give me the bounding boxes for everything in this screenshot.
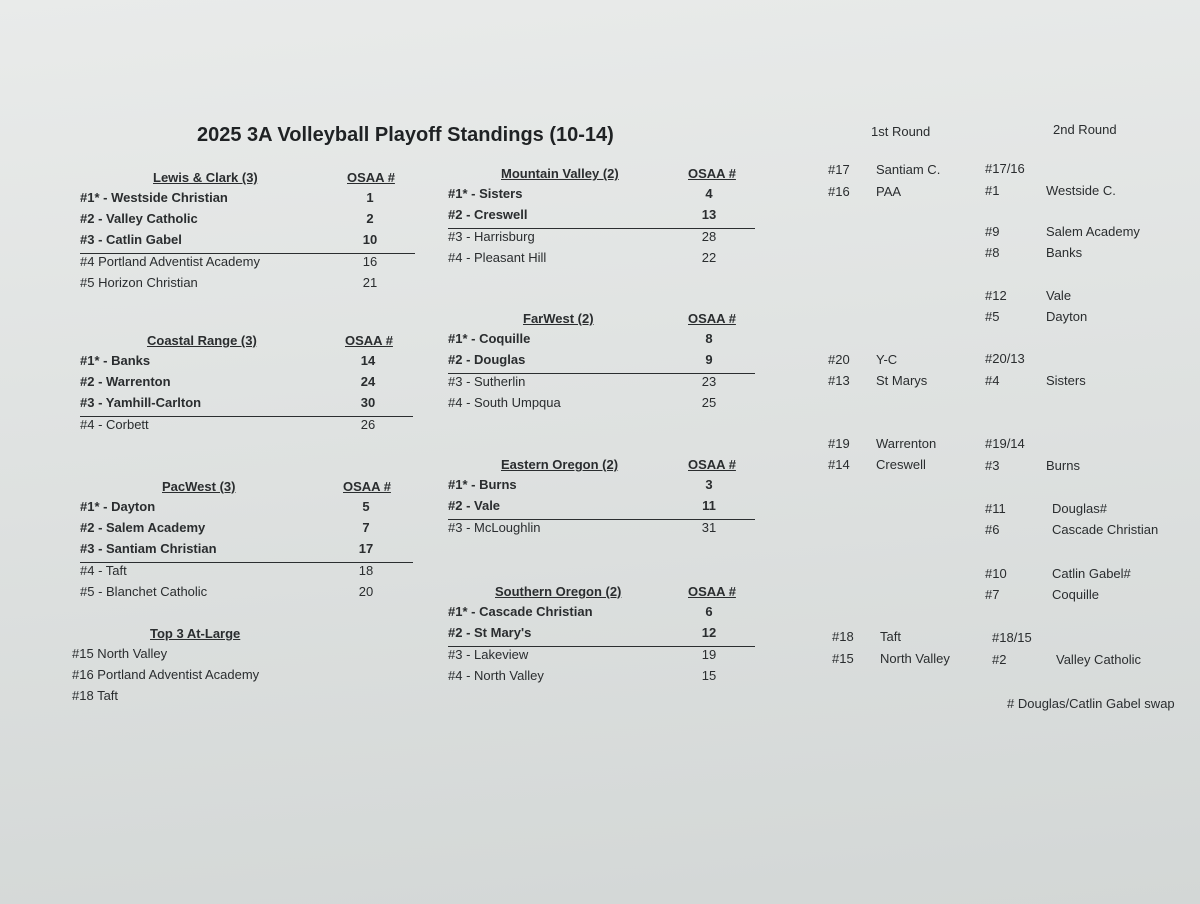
osaa-rank: 12 xyxy=(701,625,717,640)
standings-row xyxy=(80,374,413,395)
standings-row xyxy=(448,625,755,647)
second-round-seed: #4 xyxy=(985,373,1000,388)
osaa-rank: 2 xyxy=(366,211,374,226)
osaa-rank: 9 xyxy=(705,352,713,367)
osaa-rank: 3 xyxy=(705,477,713,492)
osaa-rank: 8 xyxy=(705,331,713,346)
conference-header xyxy=(448,584,755,604)
second-round-seed: #20/13 xyxy=(985,351,1025,366)
osaa-rank: 1 xyxy=(366,190,374,205)
second-round-seed: #3 xyxy=(985,458,1000,473)
second-round-seed: #18/15 xyxy=(992,630,1032,645)
standings-row xyxy=(80,563,413,584)
standings-row xyxy=(80,541,413,563)
conference-table xyxy=(80,170,415,296)
second-round-team: Douglas# xyxy=(1052,501,1107,516)
osaa-rank: 25 xyxy=(701,395,717,410)
conference-table xyxy=(448,584,755,689)
osaa-rank: 31 xyxy=(701,520,717,535)
team-name: #4 - North Valley xyxy=(448,668,544,683)
osaa-rank: 17 xyxy=(358,541,374,556)
standings-row xyxy=(448,186,755,207)
second-round-seed: #2 xyxy=(992,652,1007,667)
at-large-section xyxy=(72,626,259,709)
conference-header xyxy=(448,457,755,477)
conference-name: Eastern Oregon (2) xyxy=(501,457,619,472)
osaa-rank: 28 xyxy=(701,229,717,244)
conference-table xyxy=(80,333,413,438)
osaa-rank: 19 xyxy=(701,647,717,662)
team-name: #2 - Creswell xyxy=(448,207,528,222)
conference-header xyxy=(448,311,755,331)
conference-name: Coastal Range (3) xyxy=(147,333,257,348)
second-round-team: Sisters xyxy=(1046,373,1086,388)
second-round-team: Vale xyxy=(1046,288,1072,303)
conference-header xyxy=(448,166,755,186)
team-name: #3 - Yamhill-Carlton xyxy=(80,395,202,410)
standings-row xyxy=(80,190,415,211)
osaa-rank: 13 xyxy=(701,207,717,222)
first-round-team: Y-C xyxy=(876,352,898,367)
second-round-team: Burns xyxy=(1046,458,1080,473)
team-name: #4 Portland Adventist Academy xyxy=(80,254,260,269)
team-name: #1* - Dayton xyxy=(80,499,156,514)
osaa-column-header: OSAA # xyxy=(345,333,393,348)
second-round-seed: #1 xyxy=(985,183,1000,198)
standings-row xyxy=(448,352,755,374)
first-round-seed: #18 xyxy=(832,629,854,644)
conference-name: Lewis & Clark (3) xyxy=(153,170,258,185)
at-large-row: #16 Portland Adventist Academy xyxy=(72,667,260,682)
first-round-seed: #15 xyxy=(832,651,854,666)
second-round-team: Coquille xyxy=(1052,587,1099,602)
team-name: #1* - Burns xyxy=(448,477,517,492)
osaa-rank: 6 xyxy=(705,604,713,619)
team-name: #5 Horizon Christian xyxy=(80,275,198,290)
second-round-seed: #9 xyxy=(985,224,1000,239)
osaa-rank: 21 xyxy=(362,275,378,290)
team-name: #2 - Warrenton xyxy=(80,374,171,389)
osaa-rank: 24 xyxy=(360,374,376,389)
osaa-rank: 15 xyxy=(701,668,717,683)
osaa-rank: 26 xyxy=(360,417,376,432)
osaa-rank: 30 xyxy=(360,395,376,410)
osaa-column-header: OSAA # xyxy=(688,311,736,326)
first-round-team: Taft xyxy=(880,629,901,644)
second-round-seed: #17/16 xyxy=(985,161,1025,176)
second-round-seed: #10 xyxy=(985,566,1007,581)
conference-name: Mountain Valley (2) xyxy=(501,166,619,181)
first-round-seed: #17 xyxy=(828,162,850,177)
osaa-rank: 5 xyxy=(362,499,370,514)
team-name: #1* - Sisters xyxy=(448,186,523,201)
conference-table xyxy=(448,166,755,271)
standings-row xyxy=(448,477,755,498)
standings-row xyxy=(448,250,755,271)
team-name: #4 - Pleasant Hill xyxy=(448,250,547,265)
osaa-column-header: OSAA # xyxy=(688,166,736,181)
osaa-rank: 14 xyxy=(360,353,376,368)
team-name: #1* - Cascade Christian xyxy=(448,604,593,619)
at-large-row: #18 Taft xyxy=(72,688,119,703)
osaa-rank: 16 xyxy=(362,254,378,269)
at-large-row: #15 North Valley xyxy=(72,646,168,661)
standings-row xyxy=(448,331,755,352)
team-name: #2 - St Mary's xyxy=(448,625,532,640)
osaa-rank: 20 xyxy=(358,584,374,599)
second-round-seed: #7 xyxy=(985,587,1000,602)
conference-name: Southern Oregon (2) xyxy=(495,584,622,599)
first-round-seed: #14 xyxy=(828,457,850,472)
standings-row xyxy=(448,395,755,416)
team-name: #1* - Coquille xyxy=(448,331,531,346)
second-round-team: Banks xyxy=(1046,245,1083,260)
conference-header xyxy=(80,170,415,190)
team-name: #1* - Westside Christian xyxy=(80,190,228,205)
second-round-team: Westside C. xyxy=(1046,183,1116,198)
first-round-team: PAA xyxy=(876,184,902,199)
standings-row xyxy=(448,647,755,668)
osaa-column-header: OSAA # xyxy=(688,584,736,599)
osaa-column-header: OSAA # xyxy=(347,170,395,185)
team-name: #3 - Sutherlin xyxy=(448,374,526,389)
standings-row xyxy=(80,499,413,520)
conference-table xyxy=(448,457,755,541)
at-large-title: Top 3 At-Large xyxy=(150,626,241,641)
osaa-rank: 7 xyxy=(362,520,370,535)
osaa-rank: 18 xyxy=(358,563,374,578)
first-round-team: Creswell xyxy=(876,457,926,472)
team-name: #3 - McLoughlin xyxy=(448,520,541,535)
first-round-team: St Marys xyxy=(876,373,928,388)
team-name: #3 - Santiam Christian xyxy=(80,541,217,556)
standings-row xyxy=(80,395,413,417)
standings-row xyxy=(448,374,755,395)
team-name: #2 - Valley Catholic xyxy=(80,211,198,226)
osaa-column-header: OSAA # xyxy=(688,457,736,472)
standings-row xyxy=(448,207,755,229)
standings-row xyxy=(80,254,415,275)
osaa-column-header: OSAA # xyxy=(343,479,391,494)
team-name: #2 - Douglas xyxy=(448,352,526,367)
first-round-team: Santiam C. xyxy=(876,162,941,177)
team-name: #1* - Banks xyxy=(80,353,151,368)
second-round-seed: #19/14 xyxy=(985,436,1025,451)
team-name: #3 - Catlin Gabel xyxy=(80,232,182,247)
second-round-team: Catlin Gabel# xyxy=(1052,566,1131,581)
first-round-seed: #20 xyxy=(828,352,850,367)
conference-header xyxy=(80,333,413,353)
standings-row xyxy=(80,584,413,605)
osaa-rank: 11 xyxy=(702,498,716,513)
round1-header: 1st Round xyxy=(871,124,931,139)
osaa-rank: 22 xyxy=(701,250,717,265)
first-round-seed: #13 xyxy=(828,373,850,388)
second-round-seed: #5 xyxy=(985,309,1000,324)
second-round-seed: #11 xyxy=(985,501,1006,516)
osaa-rank: 4 xyxy=(705,186,713,201)
standings-row xyxy=(448,229,755,250)
team-name: #2 - Salem Academy xyxy=(80,520,206,535)
first-round-seed: #16 xyxy=(828,184,850,199)
standings-row xyxy=(448,520,755,541)
first-round-seed: #19 xyxy=(828,436,850,451)
standings-row xyxy=(80,353,413,374)
swap-note: # Douglas/Catlin Gabel swap xyxy=(1007,696,1175,711)
standings-row xyxy=(448,668,755,689)
standings-row xyxy=(448,604,755,625)
team-name: #4 - South Umpqua xyxy=(448,395,561,410)
standings-row xyxy=(80,417,413,438)
team-name: #5 - Blanchet Catholic xyxy=(80,584,208,599)
conference-table xyxy=(80,479,413,605)
second-round-team: Valley Catholic xyxy=(1056,652,1142,667)
second-round-team: Dayton xyxy=(1046,309,1088,324)
round2-header: 2nd Round xyxy=(1053,122,1117,137)
standings-row xyxy=(80,520,413,541)
second-round-seed: #12 xyxy=(985,288,1007,303)
osaa-rank: 10 xyxy=(362,232,378,247)
first-round-team: Warrenton xyxy=(876,436,937,451)
conference-header xyxy=(80,479,413,499)
standings-row xyxy=(448,498,755,520)
second-round-seed: #8 xyxy=(985,245,1000,260)
page-title: 2025 3A Volleyball Playoff Standings (10-14) xyxy=(197,124,614,146)
team-name: #3 - Harrisburg xyxy=(448,229,535,244)
first-round-team: North Valley xyxy=(880,651,950,666)
conference-name: FarWest (2) xyxy=(523,311,594,326)
standings-row xyxy=(80,232,415,254)
conference-table xyxy=(448,311,755,416)
team-name: #4 - Corbett xyxy=(80,417,149,432)
second-round-team: Salem Academy xyxy=(1046,224,1140,239)
osaa-rank: 23 xyxy=(701,374,717,389)
second-round-team: Cascade Christian xyxy=(1052,522,1159,537)
second-round-seed: #6 xyxy=(985,522,1000,537)
standings-row xyxy=(80,275,415,296)
standings-row xyxy=(80,211,415,232)
team-name: #4 - Taft xyxy=(80,563,127,578)
conference-name: PacWest (3) xyxy=(162,479,236,494)
team-name: #2 - Vale xyxy=(448,498,501,513)
team-name: #3 - Lakeview xyxy=(448,647,529,662)
